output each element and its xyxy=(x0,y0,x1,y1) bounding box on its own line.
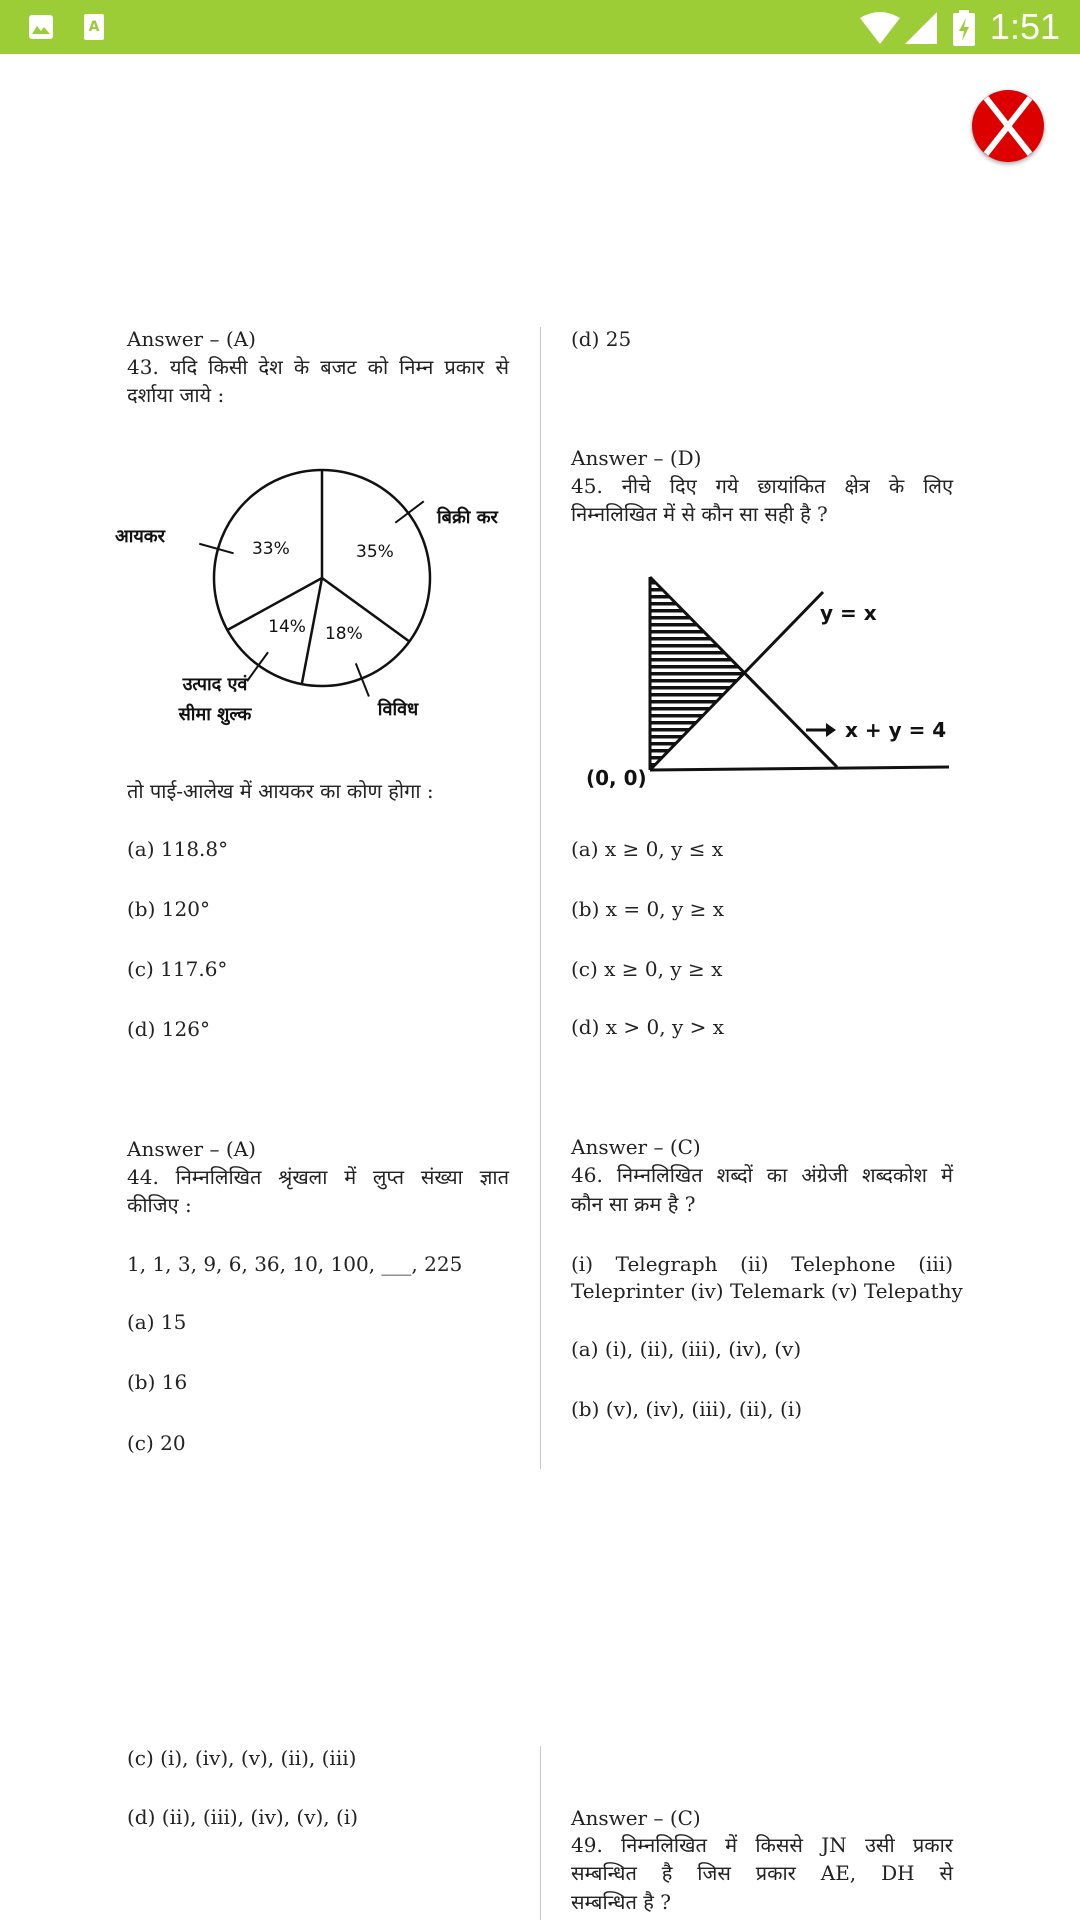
question-43-line: दर्शाया जाये : xyxy=(127,383,225,407)
pie-category-label: सीमा शुल्क xyxy=(178,704,252,725)
answer-q46: Answer – (C) xyxy=(571,1135,701,1159)
question-43-prompt: तो पाई-आलेख में आयकर का कोण होगा : xyxy=(127,779,434,803)
question-49-line: सम्बन्धित है जिस प्रकार AE, DH से xyxy=(571,1861,953,1885)
x-axis xyxy=(650,767,949,770)
question-45-line: 45. नीचे दिए गये छायांकित क्षेत्र के लिए xyxy=(571,474,953,498)
option-43-c[interactable]: (c) 117.6° xyxy=(127,957,228,981)
signal-icon xyxy=(905,12,937,44)
option-43-d[interactable]: (d) 126° xyxy=(127,1017,210,1041)
answer-q44: Answer – (A) xyxy=(127,1137,256,1161)
question-45-line: निम्नलिखित में से कौन सा सही है ? xyxy=(571,502,828,526)
status-time: 1:51 xyxy=(989,6,1060,47)
option-44-b[interactable]: (b) 16 xyxy=(127,1370,188,1394)
question-46-words: Teleprinter (iv) Telemark (v) Telepathy xyxy=(571,1279,963,1303)
option-46-d[interactable]: (d) (ii), (iii), (iv), (v), (i) xyxy=(127,1805,359,1829)
option-46-a[interactable]: (a) (i), (ii), (iii), (iv), (v) xyxy=(571,1337,802,1361)
svg-text:A: A xyxy=(88,19,100,35)
question-46-line: 46. निम्नलिखित शब्दों का अंग्रेजी शब्दकोश में xyxy=(571,1163,953,1187)
option-46-c[interactable]: (c) (i), (iv), (v), (ii), (iii) xyxy=(127,1746,357,1770)
option-44-c[interactable]: (c) 20 xyxy=(127,1431,186,1455)
pie-value-label: 33% xyxy=(251,538,290,559)
pie-category-label: बिक्री कर xyxy=(437,507,498,528)
label-x-plus-y-4: x + y = 4 xyxy=(845,718,947,742)
question-44-line: 44. निम्नलिखित श्रृंखला में लुप्त संख्या ज्ञात xyxy=(127,1165,509,1189)
pie-category-label: विविध xyxy=(377,699,419,720)
shaded-region xyxy=(650,577,743,770)
pie-value-label: 18% xyxy=(324,624,363,645)
label-y-eq-x: y = x xyxy=(820,601,877,625)
option-44-d[interactable]: (d) 25 xyxy=(571,327,632,351)
pie-category-label: आयकर xyxy=(114,526,165,547)
arrow-head xyxy=(826,723,836,737)
pie-category-label: उत्पाद एवं xyxy=(182,674,248,695)
wifi-icon xyxy=(860,12,900,44)
question-46-line: कौन सा क्रम है ? xyxy=(571,1192,696,1216)
pie-chart xyxy=(114,450,540,750)
option-46-b[interactable]: (b) (v), (iv), (iii), (ii), (i) xyxy=(571,1397,803,1421)
question-46-words: (i) Telegraph (ii) Telephone (iii) xyxy=(571,1252,953,1276)
close-icon xyxy=(972,90,1044,162)
option-43-a[interactable]: (a) 118.8° xyxy=(127,837,229,861)
answer-q49: Answer – (C) xyxy=(571,1806,701,1830)
option-45-b[interactable]: (b) x = 0, y ≥ x xyxy=(571,897,725,921)
battery-charging-icon xyxy=(953,10,975,46)
question-44-series: 1, 1, 3, 9, 6, 36, 10, 100, ___, 225 xyxy=(127,1252,463,1276)
answer-q45: Answer – (D) xyxy=(571,446,702,470)
image-icon xyxy=(28,14,54,40)
status-bar xyxy=(0,0,1080,54)
option-45-d[interactable]: (d) x > 0, y > x xyxy=(571,1015,725,1039)
shaded-region-figure xyxy=(560,560,980,800)
label-origin: (0, 0) xyxy=(586,766,647,790)
column-divider xyxy=(540,1746,541,1920)
question-44-line: कीजिए : xyxy=(127,1193,192,1217)
answer-q43: Answer – (A) xyxy=(127,327,256,351)
question-49-line: 49. निम्नलिखित में किससे JN उसी प्रकार xyxy=(571,1833,953,1857)
column-divider xyxy=(540,327,541,1469)
option-45-c[interactable]: (c) x ≥ 0, y ≥ x xyxy=(571,957,723,981)
option-45-a[interactable]: (a) x ≥ 0, y ≤ x xyxy=(571,837,724,861)
close-button[interactable] xyxy=(972,90,1044,162)
option-43-b[interactable]: (b) 120° xyxy=(127,897,210,921)
question-43-line: 43. यदि किसी देश के बजट को निम्न प्रकार से xyxy=(127,355,509,379)
option-44-a[interactable]: (a) 15 xyxy=(127,1310,187,1334)
pie-value-label: 35% xyxy=(356,542,394,563)
pie-value-label: 14% xyxy=(268,617,306,638)
text-app-icon xyxy=(83,13,105,41)
question-49-line: सम्बन्धित है ? xyxy=(571,1890,671,1914)
